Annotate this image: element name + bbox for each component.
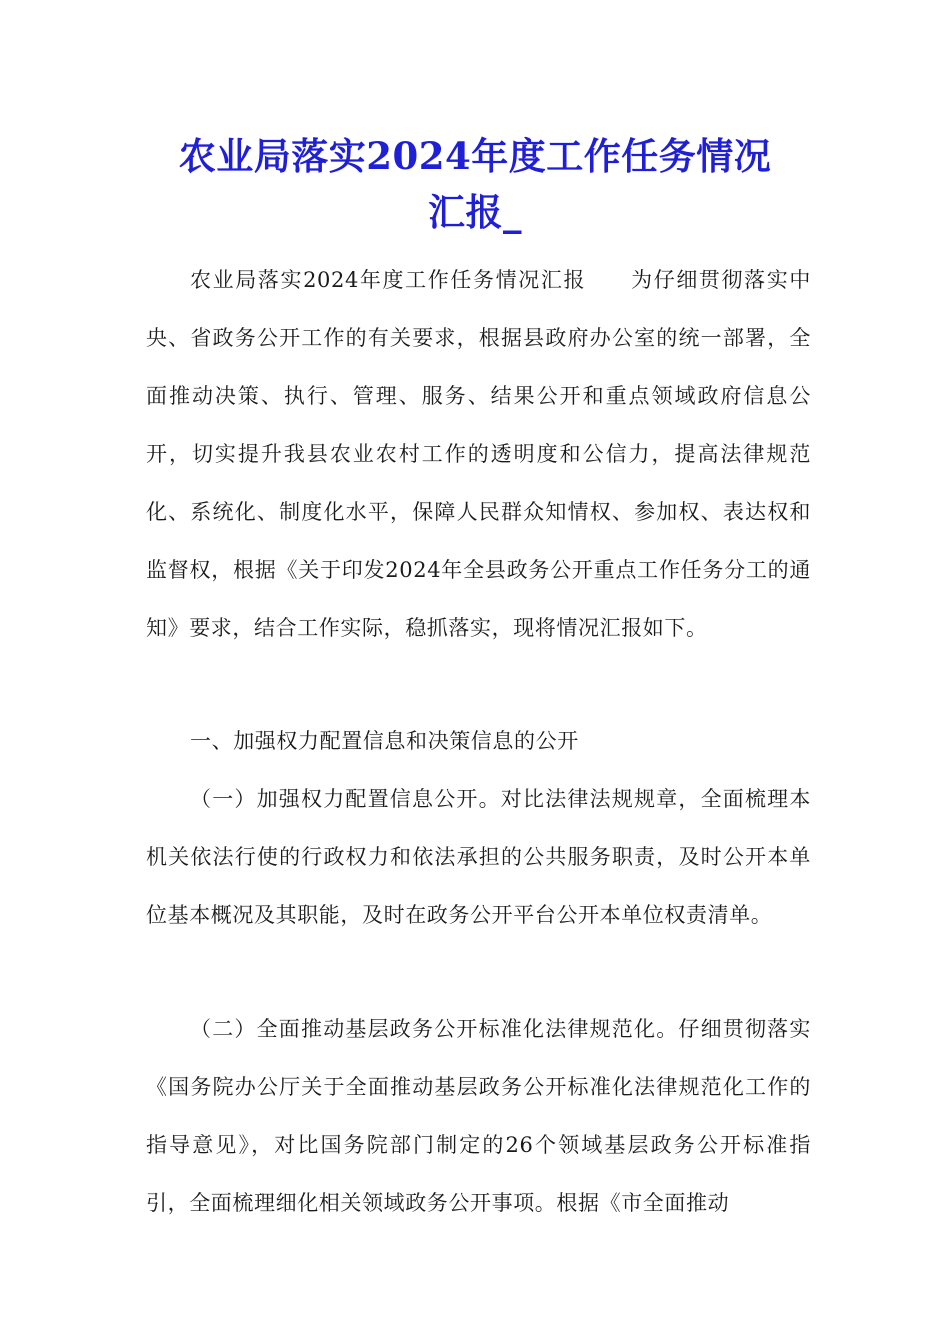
intro-lead: 农业局落实2024年度工作任务情况汇报 — [190, 268, 587, 292]
intro-paragraph — [146, 251, 811, 657]
title-line-2: 汇报_ — [428, 190, 522, 234]
paragraph-1: （一）加强权力配置信息公开。对比法律法规规章，全面梳理本机关依法行使的行政权力和依法承担的公共服务职责，及时公开本单位基本概况及其职能，及时在政务公开平台公开本单位权责清单。 — [146, 787, 811, 927]
intro-body: 为仔细贯彻落实中央、省政务公开工作的有关要求，根据县政府办公室的统一部署，全面推动决策、执行、管理、服务、结果公开和重点领域政府信息公开，切实提升我县农业农村工作的透明度和公信力，提高法律规范化、系统化、制度化水平，保障人民群众知情权、参加权、表达权和监督权，根据《关于印发2024年全县政务公开重点工作任务分工的通知》要求，结合工作实际，稳抓落实，现将情况汇报如下。 — [146, 268, 811, 640]
document-title — [130, 128, 820, 240]
paragraph-2: （二）全面推动基层政务公开标准化法律规范化。仔细贯彻落实《国务院办公厅关于全面推动基层政务公开标准化法律规范化工作的指导意见》，对比国务院部门制定的26个领域基层政务公开标准指引，全面梳理细化相关领域政务公开事项。根据《市全面推动 — [146, 1017, 811, 1215]
section-1-heading: 一、加强权力配置信息和决策信息的公开 — [190, 729, 579, 753]
title-line-1: 农业局落实2024年度工作任务情况 — [178, 134, 772, 178]
